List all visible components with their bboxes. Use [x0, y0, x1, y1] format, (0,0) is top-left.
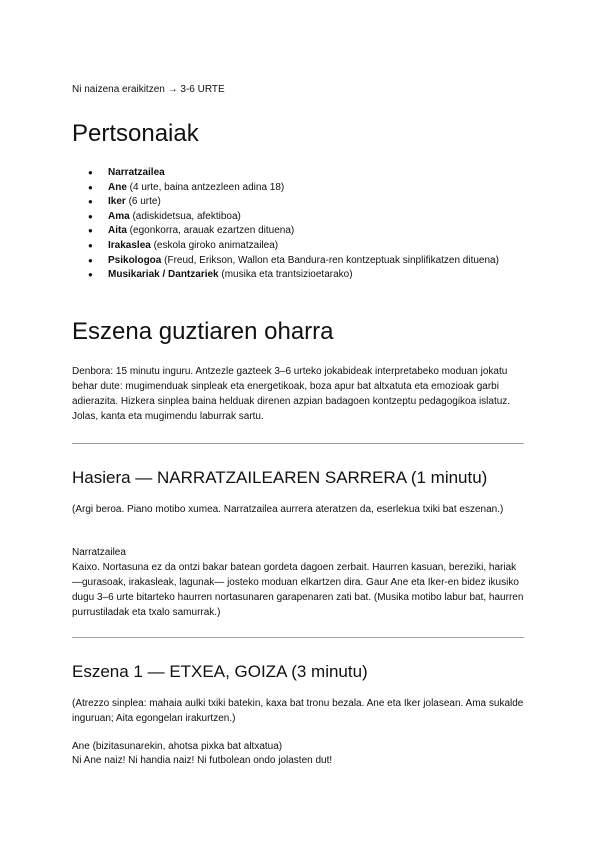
scene-intro-heading: Hasiera — NARRATZAILEAREN SARRERA (1 minutu): [72, 468, 488, 487]
list-item: ● Aita (egonkorra, arauak ezartzen dituena): [72, 224, 512, 239]
list-item: ● Psikologoa (Freud, Erikson, Wallon eta Bandura-ren kontzeptuak sinplifikatzen dituena): [72, 254, 512, 269]
list-item: ● Ama (adiskidetsua, afektiboa): [72, 210, 512, 225]
scene-intro-speech: Kaixo. Nortasuna ez da ontzi bakar batean gordeta dagoen zerbait. Haurren kasuan, bereziki, hariak —gurasoak, irakasleak, lagunak— josteko moduan elkartzen dira. Gaur Ane eta Iker-en bidez ikusiko dugu 3–6 urte bitarteko haurren nortasunaren garapenaren zati bat. (Musika motibo labur bat, haurren purrustiladak eta txalo samurrak.): [72, 562, 524, 618]
characters-list: [72, 166, 512, 283]
scene-intro-stage-direction: (Argi beroa. Piano motibo xumea. Narratzailea aurrera ateratzen da, eserlekua txiki bat eszenan.): [72, 504, 504, 515]
scene-intro-speaker: Narratzailea: [72, 547, 126, 558]
scene-1-speaker: Ane (bizitasunarekin, ahotsa pixka bat altxatua): [72, 741, 283, 752]
scene-1-heading: Eszena 1 — ETXEA, GOIZA (3 minutu): [72, 662, 368, 681]
general-note-heading: Eszena guztiaren oharra: [72, 318, 334, 345]
scene-1-stage-direction: (Atrezzo sinplea: mahaia aulki txiki batekin, kaxa bat tronu bezala. Ane eta Iker jolasean. Ama sukalde inguruan; Aita egongelan irakurtzen.): [72, 698, 524, 724]
list-item: ● Ane (4 urte, baina antzezleen adina 18): [72, 181, 512, 196]
list-item: ● Musikariak / Dantzariek (musika eta trantsizioetarako): [72, 268, 512, 283]
section-divider: [72, 637, 524, 638]
list-item: ● Iker (6 urte): [72, 195, 512, 210]
list-item: ● Narratzailea: [72, 166, 512, 181]
list-item: ● Irakaslea (eskola giroko animatzailea): [72, 239, 512, 254]
section-divider: [72, 443, 524, 444]
document-subtitle: Ni naizena eraikitzen → 3-6 URTE: [72, 84, 225, 95]
scene-1-speech: Ni Ane naiz! Ni handia naiz! Ni futbolean ondo jolasten dut!: [72, 755, 333, 766]
general-note-body: Denbora: 15 minutu inguru. Antzezle gazteek 3–6 urteko jokabideak interpretabeko moduan jokatu behar dute: mugimenduak sinpleak eta energetikoak, boza apur bat altxatuta eta emozioak garbi adierazita. Hizkera sinplea baina helduak direnen azpian badagoen kontzeptu pedagogikoa islatuz. Jolas, kanta eta mugimendu laburrak sartu.: [72, 366, 511, 422]
characters-heading: Pertsonaiak: [72, 120, 199, 147]
